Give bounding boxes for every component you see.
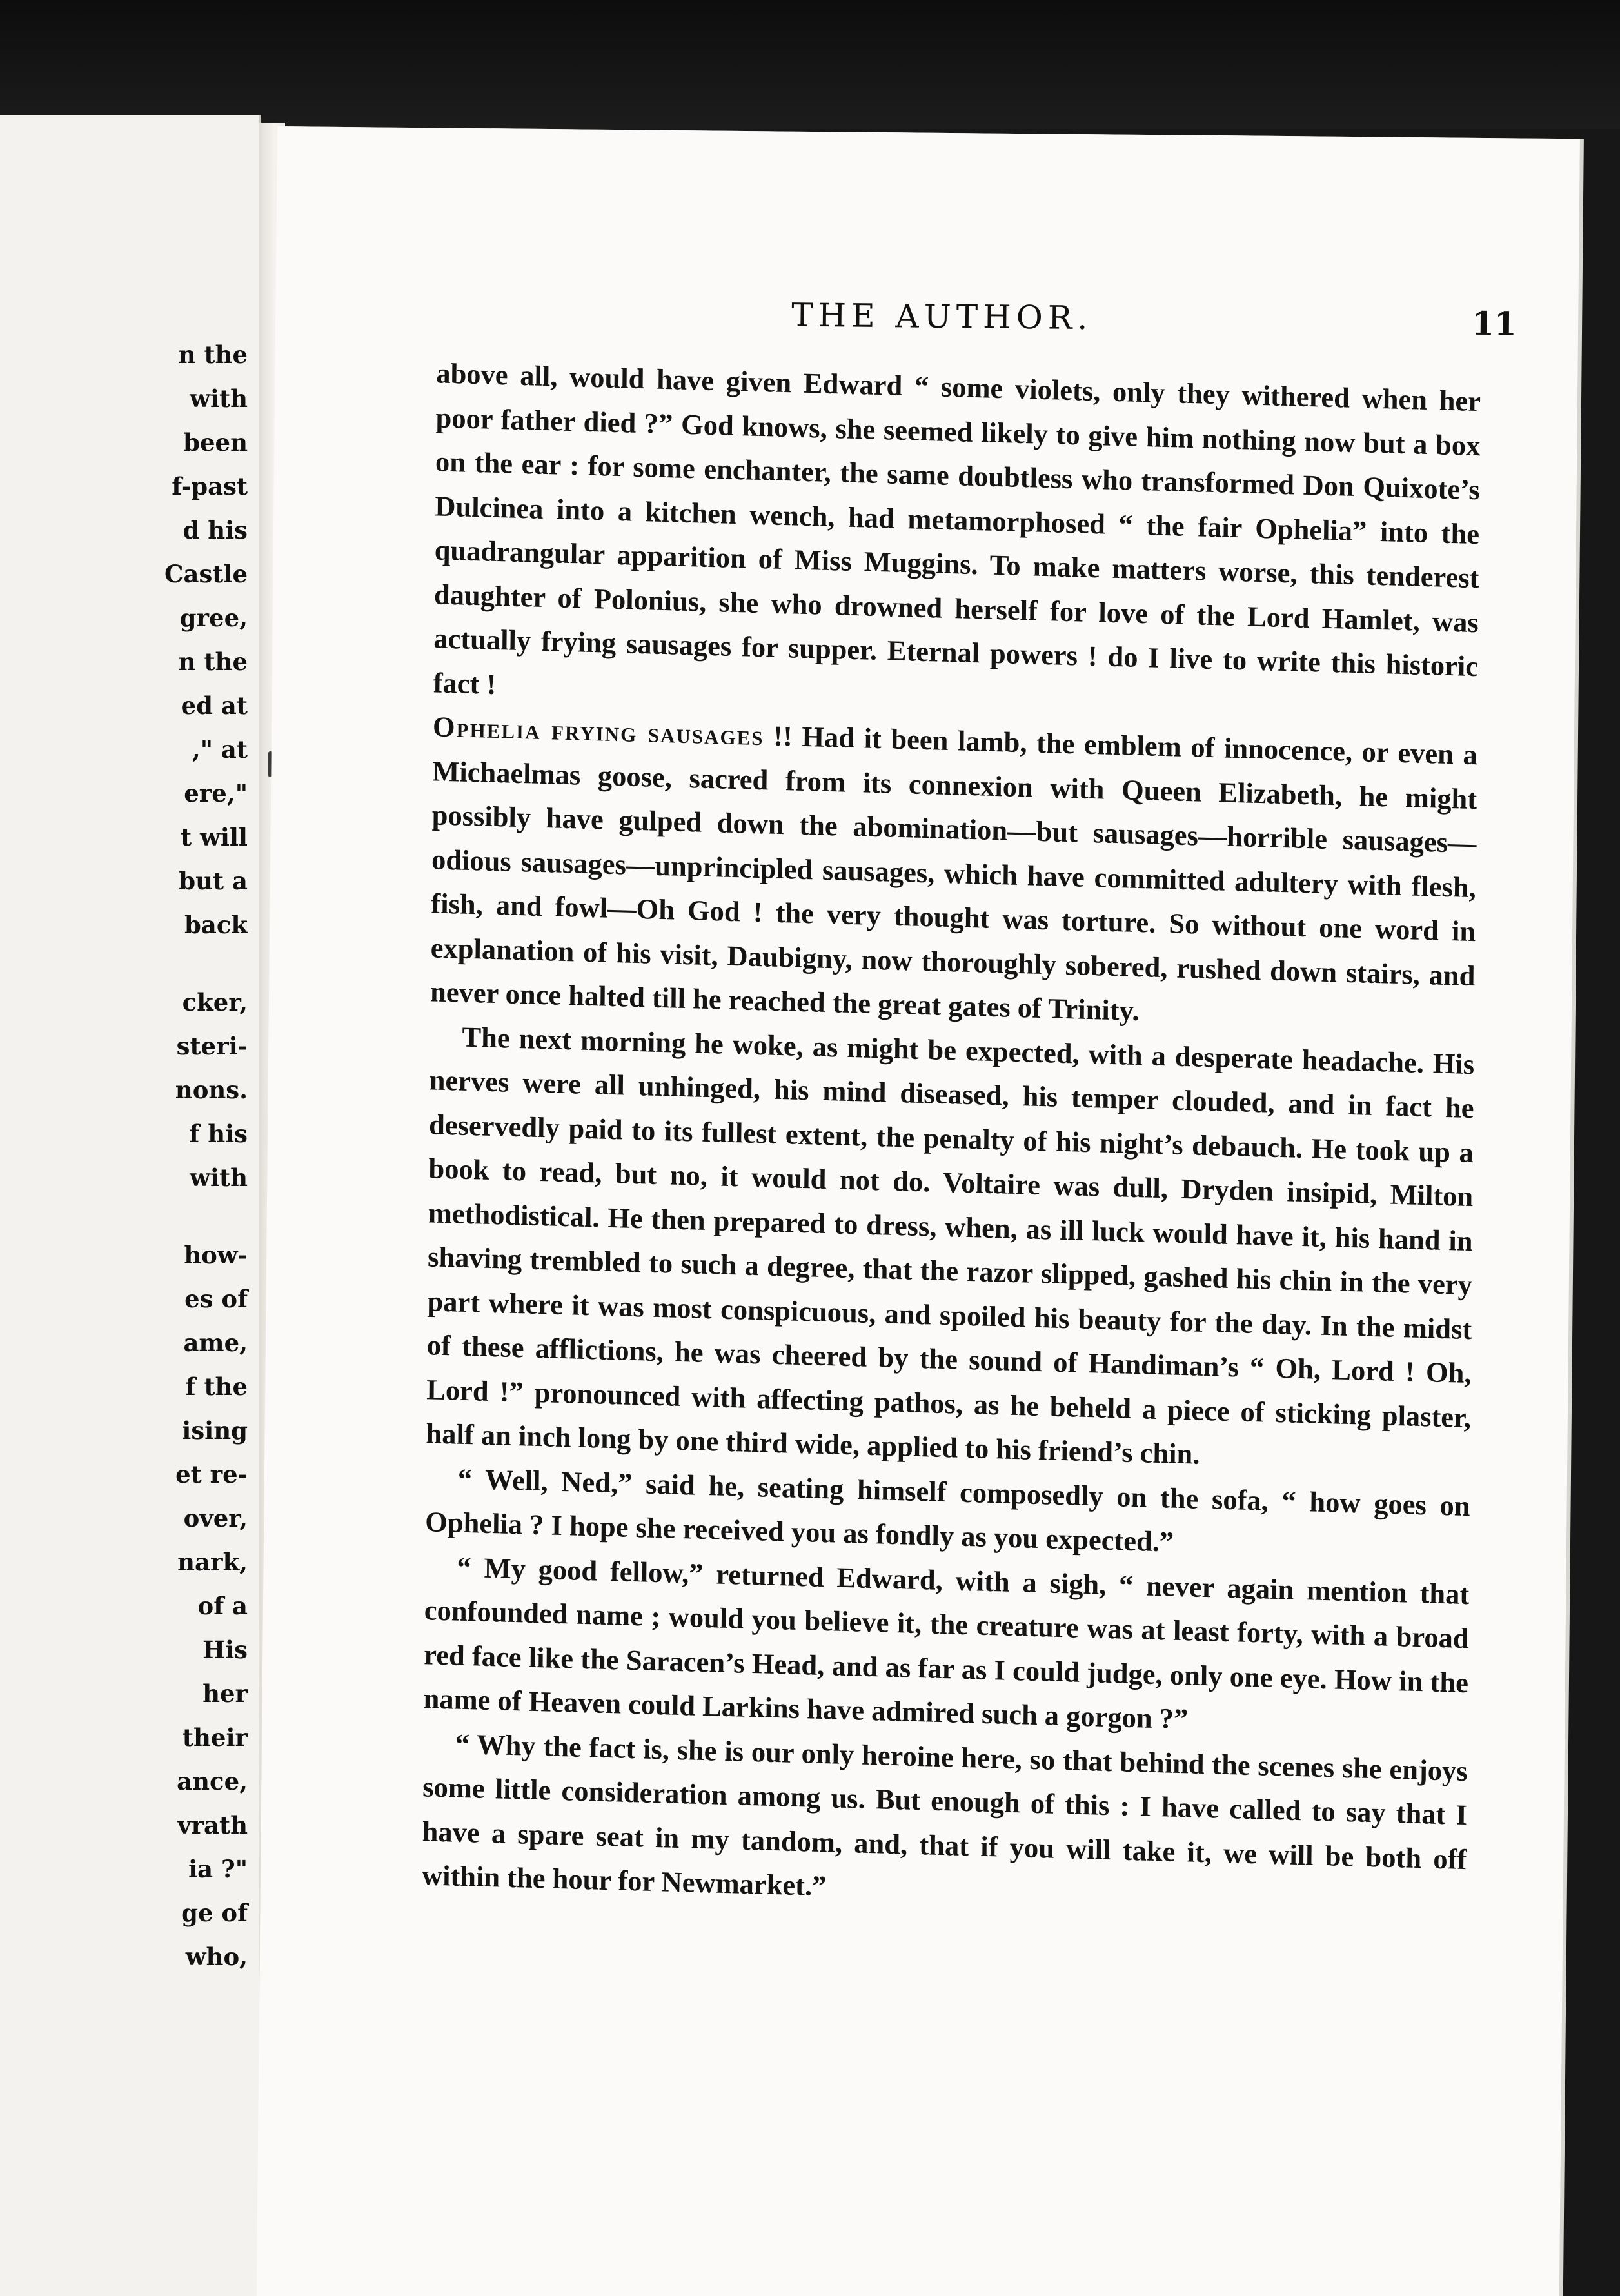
left-page-fragment: steri- bbox=[176, 1032, 248, 1060]
left-page-fragment: who, bbox=[185, 1943, 248, 1971]
left-page-fragment: cker, bbox=[182, 988, 248, 1016]
left-page-fragment: back bbox=[184, 911, 248, 939]
left-page-fragment bbox=[119, 947, 248, 980]
left-page-fragment: ame, bbox=[183, 1329, 248, 1357]
left-page-fragment: how- bbox=[184, 1241, 248, 1269]
left-page-fragment: over, bbox=[183, 1504, 248, 1532]
body-paragraph: “ Why the fact is, she is our only heroine here, so that behind the scenes she enjoys some little consideration among us. But enough of this : I have called to say that I have a spare seat in my tandom, and, that if you will take it, we will be both off within the hour for Newmarket.” bbox=[421, 1727, 1468, 1903]
left-page-fragment bbox=[119, 1200, 248, 1233]
left-page-fragment: been bbox=[183, 428, 248, 457]
small-caps-phrase: Ophelia frying sausages bbox=[432, 710, 764, 752]
left-page-fragment: es of bbox=[184, 1285, 248, 1313]
body-paragraph: “ My good fellow,” returned Edward, with a sigh, “ never again mention that confounded name ; would you believe it, the creature was at least forty, with a broad red face like the Saracen’s Head, and as far as I could judge, only one eye. How in the name of Heaven could Larkins have admired such a gorgon ?” bbox=[423, 1550, 1470, 1736]
left-page-fragment: His bbox=[202, 1636, 248, 1664]
left-page-fragment: ge of bbox=[181, 1899, 248, 1927]
left-page-fragment: their bbox=[182, 1723, 248, 1752]
left-page-fragment: vrath bbox=[177, 1811, 248, 1839]
left-page-fragment: f the bbox=[185, 1372, 248, 1401]
body-paragraph: The next morning he woke, as might be expected, with a desperate headache. His nerves were all unhinged, his mind diseased, his temper clouded, and in fact he deservedly paid to its fullest extent, the penalty of his night’s debauch. He took up a book to read, but no, it would not do. Voltaire was dull, Dryden insipid, Milton methodistical. He then prepared to dress, when, as ill luck would have it, his hand in shaving trembled to such a degree, that the razor slipped, gashed his chin in the very part where it was most conspicuous, and spoiled his beauty for the day. In the midst of these afflictions, he was cheered by the sound of Handiman’s “ Oh, Lord ! Oh, Lord !” pronounced with affecting pathos, as he beheld a piece of sticking plaster, half an inch long by one third wide, applied to his friend’s chin. bbox=[426, 1020, 1475, 1470]
running-head: THE AUTHOR. bbox=[791, 296, 1093, 337]
page-body-text bbox=[422, 351, 1481, 1925]
left-page-fragment: f his bbox=[189, 1120, 248, 1148]
body-paragraph bbox=[430, 704, 1477, 1042]
paragraph-text: !! Had it been lamb, the emblem of innocence, or even a Michaelmas goose, sacred from its connexion with Queen Elizabeth, he might possibly have gulped down the abomination—but sausages—horrible sausages—odious sausages—unprincipled sausages, which have committed adultery with flesh, fish, and fowl—Oh God ! the very thought was torture. So without one word in explanation of his visit, Daubigny, now thoroughly sobered, rushed down stairs, and never once halted till he reached the great gates of Trinity. bbox=[430, 719, 1477, 1027]
left-page-fragment: ere," bbox=[184, 779, 248, 807]
left-page-fragment: n the bbox=[178, 648, 248, 676]
left-page-fragment: ance, bbox=[177, 1767, 248, 1796]
left-page-fragment: d his bbox=[183, 516, 248, 544]
left-page-fragment: n the bbox=[178, 341, 248, 369]
left-page-fragment: of a bbox=[197, 1592, 248, 1620]
left-page-fragment: gree, bbox=[179, 604, 248, 632]
scanner-background bbox=[0, 0, 1620, 129]
left-page-fragment: ising bbox=[182, 1416, 248, 1445]
body-paragraph: above all, would have given Edward “ some violets, only they withered when her poor father died ?” God knows, she seemed likely to give him nothing now but a box on the ear : for some enchanter, the same doubtless who transformed Don Quixote’s Dulcinea into a kitchen wench, had metamorphosed “ the fair Ophelia” into the quadrangular apparition of Miss Muggins. To make matters worse, this tenderest daughter of Polonius, she who drowned herself for love of the Lord Hamlet, was actually frying sausages for supper. Eternal powers ! do I live to write this historic fact ! bbox=[433, 357, 1481, 700]
left-page-fragment: with bbox=[190, 384, 248, 413]
left-page-fragment: with bbox=[190, 1163, 248, 1192]
left-page-fragment: her bbox=[202, 1679, 248, 1708]
left-page-fragment: et re- bbox=[175, 1460, 248, 1489]
left-page-fragment: but a bbox=[179, 867, 248, 895]
left-page-text-fragments bbox=[119, 333, 248, 1979]
left-page-fragment: ia ?" bbox=[188, 1855, 248, 1883]
left-page-fragment: t will bbox=[181, 823, 248, 851]
left-page-fragment: f-past bbox=[172, 472, 248, 500]
left-page-fragment: nons. bbox=[175, 1076, 248, 1104]
left-page-fragment: ed at bbox=[181, 691, 248, 720]
right-page bbox=[257, 126, 1580, 2296]
page-number: 11 bbox=[1471, 304, 1517, 343]
left-page-fragment: nark, bbox=[177, 1548, 248, 1576]
left-page bbox=[0, 115, 261, 2296]
left-page-fragment: ," at bbox=[192, 735, 248, 764]
left-page-fragment: Castle bbox=[164, 560, 248, 588]
body-paragraph: “ Well, Ned,” said he, seating himself composedly on the sofa, “ how goes on Ophelia ? I hope she received you as fondly as you expected.” bbox=[425, 1462, 1470, 1558]
